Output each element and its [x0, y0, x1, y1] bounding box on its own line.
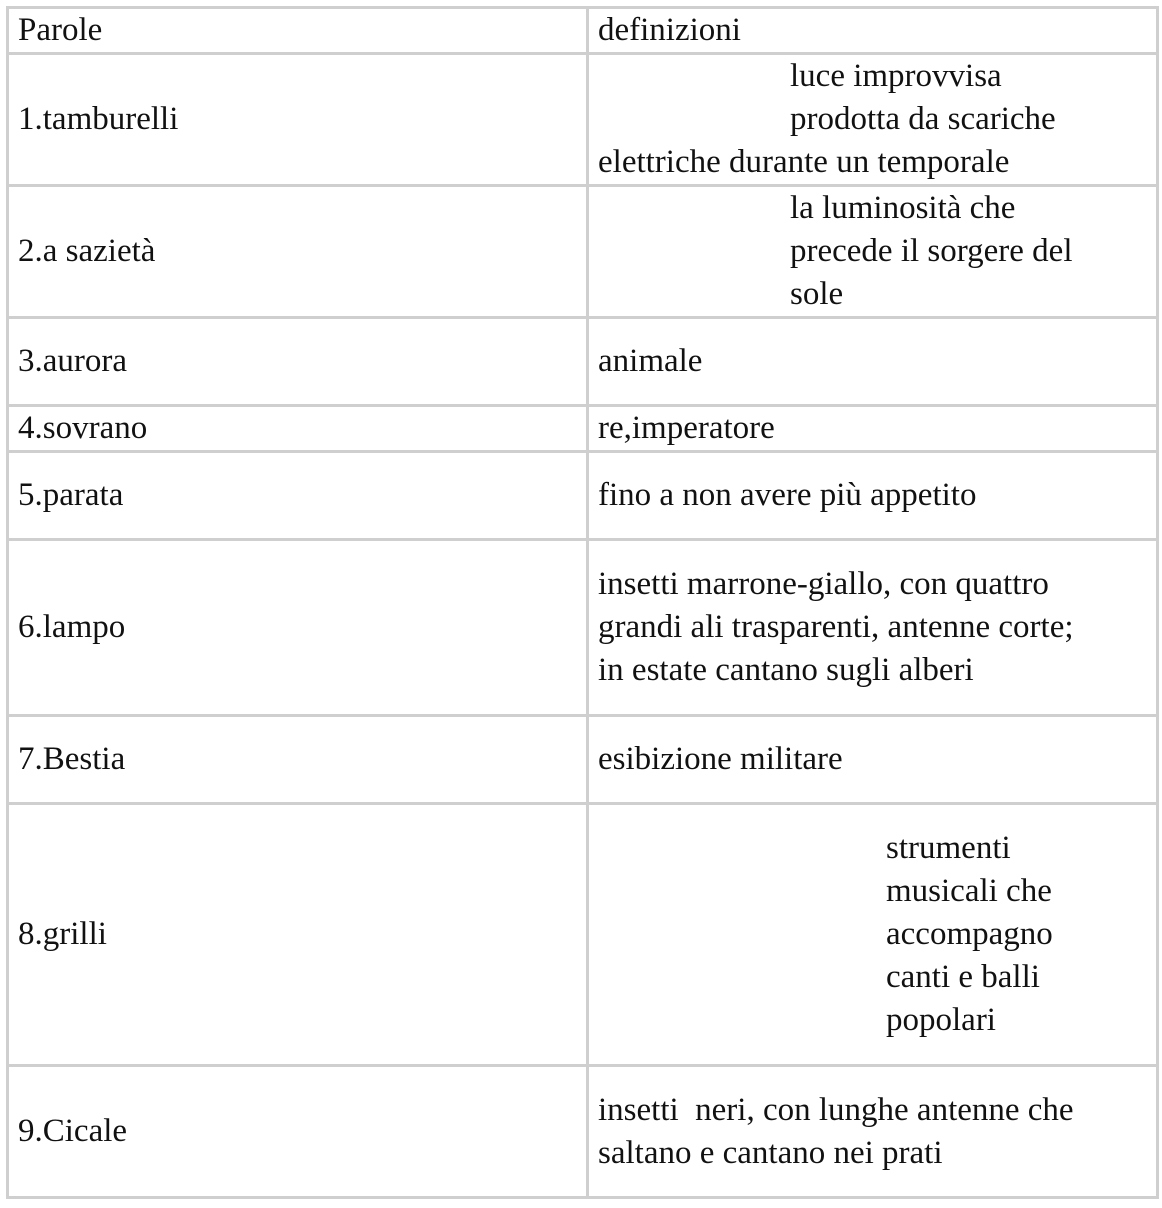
definition-cell: [588, 406, 1158, 452]
definition-cell: [588, 540, 1158, 716]
word-cell: 8.grilli: [8, 804, 588, 1066]
table-row: [8, 186, 1158, 318]
header-row: [8, 8, 1158, 54]
word-cell: 4.sovrano: [8, 406, 588, 452]
definition-line: re,imperatore: [598, 410, 775, 446]
vocabulary-table: [6, 6, 1159, 1199]
definition-line: in estate cantano sugli alberi: [598, 652, 974, 688]
table-row: [8, 318, 1158, 406]
definition-line: insetti neri, con lunghe antenne che: [598, 1091, 1074, 1128]
definition-line: animale: [598, 343, 703, 379]
word-cell: 7.Bestia: [8, 716, 588, 804]
definition-cell: [588, 1066, 1158, 1198]
word-cell: 6.lampo: [8, 540, 588, 716]
definition-line: accompagno: [886, 916, 1053, 952]
table-row: [8, 716, 1158, 804]
table-row: [8, 406, 1158, 452]
definition-line: elettriche durante un temporale: [598, 144, 1010, 180]
definition-line: luce improvvisa: [790, 58, 1002, 94]
definition-cell: [588, 54, 1158, 186]
definition-line: prodotta da scariche: [790, 101, 1056, 137]
definition-line: esibizione militare: [598, 741, 843, 777]
table-row: [8, 1066, 1158, 1198]
definition-line: la luminosità che: [790, 190, 1016, 226]
definition-line: fino a non avere più appetito: [598, 477, 977, 513]
word-cell: 1.tamburelli: [8, 54, 588, 186]
table-row: [8, 540, 1158, 716]
definition-cell: [588, 318, 1158, 406]
definition-line: precede il sorgere del: [790, 233, 1073, 269]
definition-line: canti e balli: [886, 959, 1040, 995]
word-cell: 5.parata: [8, 452, 588, 540]
definition-line: grandi ali trasparenti, antenne corte;: [598, 609, 1074, 645]
definition-line: saltano e cantano nei prati: [598, 1134, 943, 1171]
table-row: [8, 452, 1158, 540]
definition-cell: [588, 804, 1158, 1066]
definition-line: strumenti: [886, 830, 1011, 866]
table-row: [8, 804, 1158, 1066]
definition-line: sole: [790, 276, 844, 312]
word-cell: 3.aurora: [8, 318, 588, 406]
definition-line: musicali che: [886, 873, 1052, 909]
word-cell: 2.a sazietà: [8, 186, 588, 318]
definition-cell: [588, 186, 1158, 318]
definition-cell: [588, 716, 1158, 804]
definition-line: popolari: [886, 1002, 996, 1038]
table-row: [8, 54, 1158, 186]
header-definitions: definizioni: [588, 8, 1158, 54]
header-words: Parole: [8, 8, 588, 54]
definition-cell: [588, 452, 1158, 540]
word-cell: 9.Cicale: [8, 1066, 588, 1198]
definition-line: insetti marrone-giallo, con quattro: [598, 566, 1049, 602]
